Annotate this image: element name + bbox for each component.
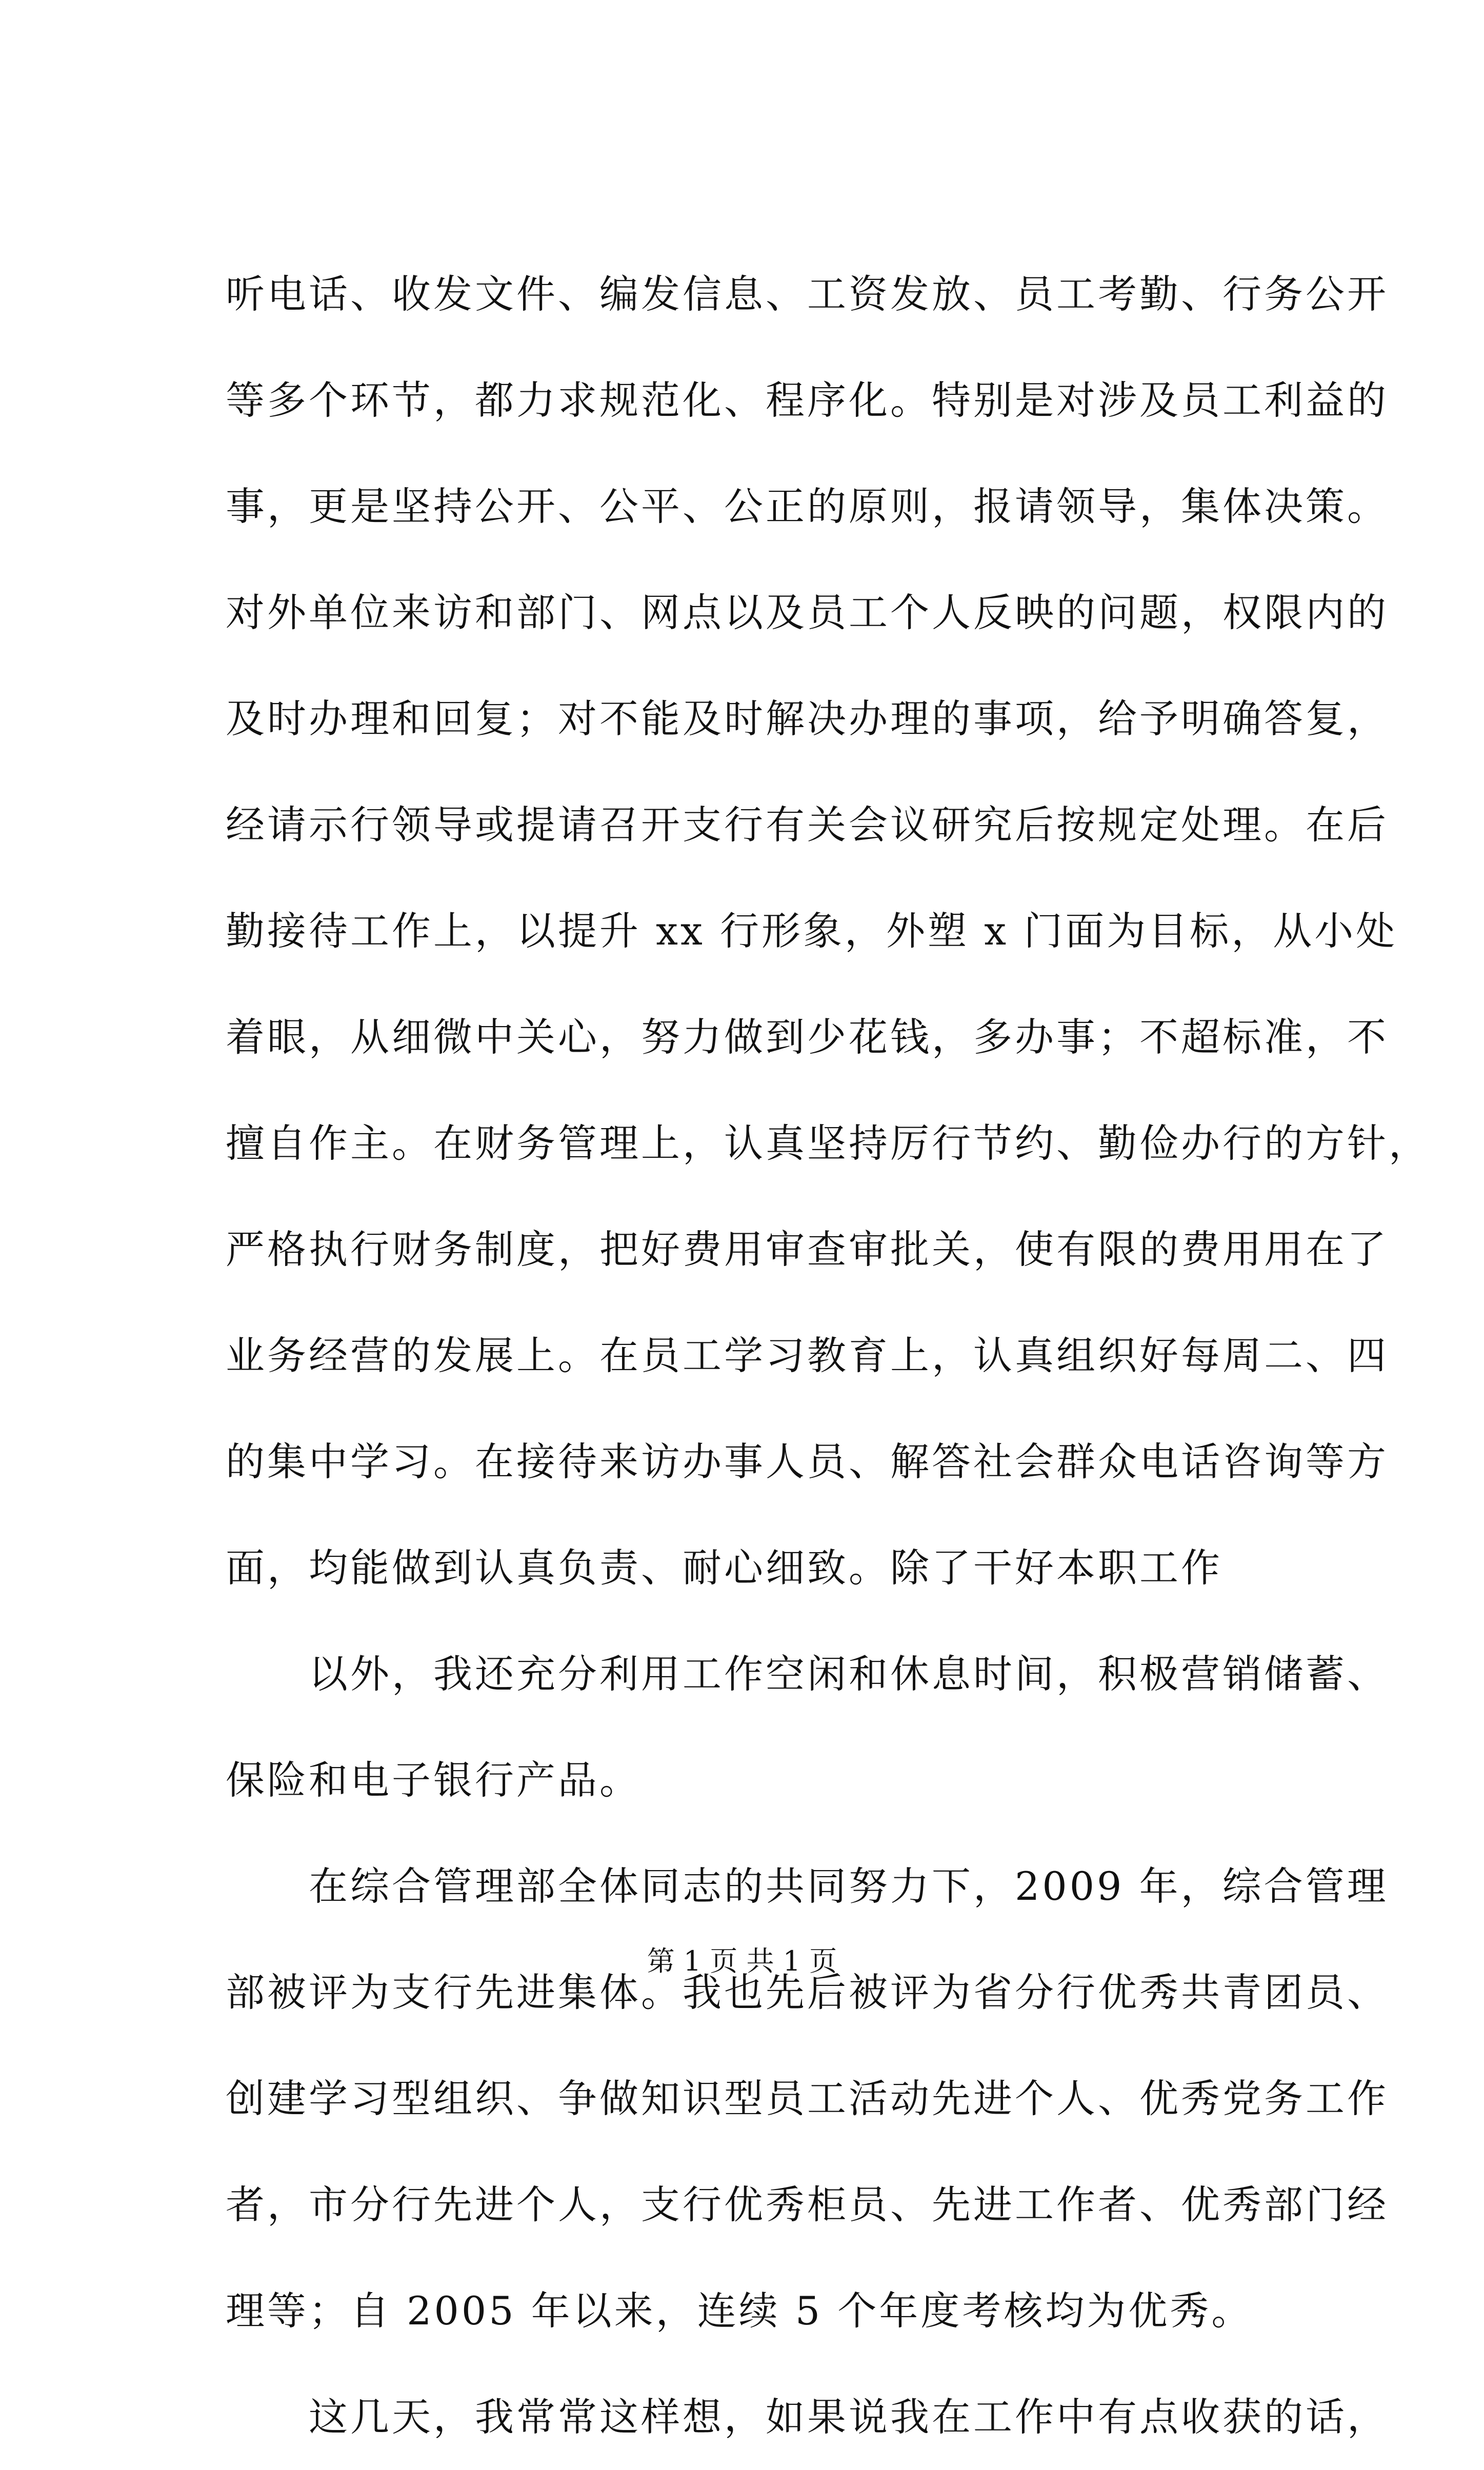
text-line: 这几天，我常常这样想，如果说我在工作中有点收获的话， [226,2394,1389,2440]
text-line: 创建学习型组织、争做知识型员工活动先进个人、优秀党务工作 [226,2076,1389,2121]
page-footer: 第 1 页 共 1 页 [647,1945,837,1977]
text-line: 听电话、收发文件、编发信息、工资发放、员工考勤、行务公开 [226,271,1389,317]
text-line: 勤接待工作上，以提升 xx 行形象，外塑 x 门面为目标，从小处 [226,908,1398,954]
body-text [226,241,1430,2470]
text-line: 理等；自 2005 年以来，连续 5 个年度考核均为优秀。 [226,2288,1253,2334]
text-line: 对外单位来访和部门、网点以及员工个人反映的问题，权限内的 [226,590,1389,635]
text-line: 者，市分行先进个人，支行优秀柜员、先进工作者、优秀部门经 [226,2182,1389,2227]
text-line: 严格执行财务制度，把好费用审查审批关，使有限的费用用在了 [226,1227,1389,1272]
text-line: 及时办理和回复；对不能及时解决办理的事项，给予明确答复， [226,696,1389,741]
text-line: 面，均能做到认真负责、耐心细致。除了干好本职工作 [226,1545,1222,1591]
text-line: 着眼，从细微中关心，努力做到少花钱，多办事；不超标准，不 [226,1014,1389,1060]
text-line: 的集中学习。在接待来访办事人员、解答社会群众电话咨询等方 [226,1439,1389,1484]
text-line: 擅自作主。在财务管理上，认真坚持厉行节约、勤俭办行的方针， [226,1120,1430,1166]
text-line: 在综合管理部全体同志的共同努力下，2009 年，综合管理 [226,1863,1389,1909]
text-line: 经请示行领导或提请召开支行有关会议研究后按规定处理。在后 [226,802,1389,848]
text-line: 保险和电子银行产品。 [226,1757,641,1803]
text-line: 等多个环节，都力求规范化、程序化。特别是对涉及员工利益的 [226,377,1389,423]
text-line: 业务经营的发展上。在员工学习教育上，认真组织好每周二、四 [226,1333,1389,1378]
text-line: 部被评为支行先进集体。我也先后被评为省分行优秀共青团员、 [226,1970,1389,2015]
text-line: 以外，我还充分利用工作空闲和休息时间，积极营销储蓄、 [226,1651,1389,1697]
text-line: 事，更是坚持公开、公平、公正的原则，报请领导，集体决策。 [226,484,1389,529]
